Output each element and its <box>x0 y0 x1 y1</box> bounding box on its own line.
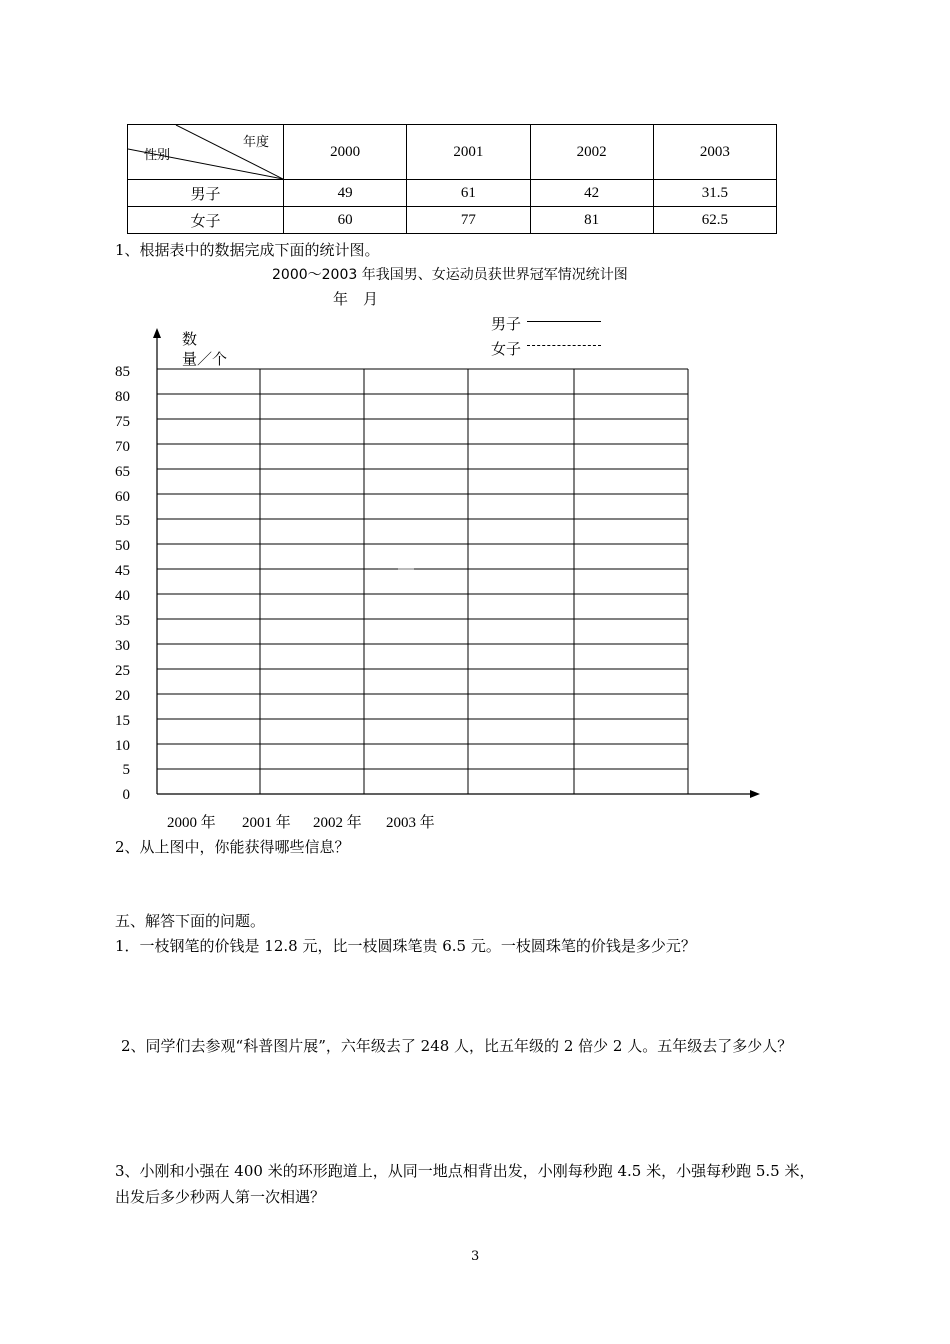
y-tick-label: 70 <box>115 438 130 455</box>
x-tick-label: 2001 年 <box>242 815 291 831</box>
problem-1: 1．一枝钢笔的价钱是 12.8 元，比一枝圆珠笔贵 6.5 元。一枝圆珠笔的价钱是多少元？ <box>115 937 696 955</box>
x-tick-label: 2000 年 <box>167 815 216 831</box>
y-axis-label-line1: 数 <box>182 330 198 348</box>
chart-title: 2000～2003 年我国男、女运动员获世界冠军情况统计图 <box>272 267 628 283</box>
table-cell: 62.5 <box>653 207 776 234</box>
row-label: 女子 <box>128 207 284 234</box>
y-tick-label: 85 <box>115 364 130 380</box>
y-tick-label: 65 <box>115 463 130 480</box>
y-tick-label: 60 <box>115 488 130 505</box>
y-tick-label: 55 <box>115 513 130 530</box>
corner-gender-label: 性别 <box>144 147 171 162</box>
date-line: 年 月 <box>333 290 379 308</box>
page-number: 3 <box>471 1249 480 1264</box>
y-tick-label: 30 <box>115 637 130 654</box>
chart-grid <box>157 369 688 794</box>
y-axis-arrow-icon <box>153 328 161 338</box>
y-tick-label: 80 <box>115 388 130 405</box>
section-5-heading: 五、解答下面的问题。 <box>115 912 266 930</box>
legend-male-label: 男子 <box>491 315 522 333</box>
y-tick-label: 75 <box>115 413 130 430</box>
table-cell: 42 <box>530 180 653 207</box>
y-tick-label: 40 <box>115 588 130 605</box>
table-cell: 49 <box>284 180 407 207</box>
y-tick-label: 5 <box>122 762 130 779</box>
y-tick-label: 20 <box>115 687 130 704</box>
problem-2: 2、同学们去参观“科普图片展”，六年级去了 248 人，比五年级的 2 倍少 2 人。五年级去了多少人？ <box>121 1037 793 1055</box>
x-axis-arrow-icon <box>750 790 760 798</box>
x-tick-label: 2002 年 <box>313 815 362 831</box>
corner-year-label: 年度 <box>242 134 269 149</box>
problem-3-line-2: 出发后多少秒两人第一次相遇？ <box>115 1188 326 1206</box>
y-tick-label: 15 <box>115 712 130 729</box>
y-tick-label: 25 <box>115 662 130 679</box>
question-1: 1、根据表中的数据完成下面的统计图。 <box>115 241 380 259</box>
table-cell: 31.5 <box>653 180 776 207</box>
table-cell: 77 <box>407 207 530 234</box>
year-header: 2003 <box>653 125 776 180</box>
question-2: 2、从上图中，你能获得哪些信息？ <box>115 838 350 856</box>
year-header: 2002 <box>530 125 653 180</box>
legend-female-label: 女子 <box>491 340 522 358</box>
y-tick-label: 35 <box>115 613 130 629</box>
y-tick-label: 50 <box>115 538 130 555</box>
y-tick-label: 0 <box>122 787 130 804</box>
y-axis-label-line2: 量／个 <box>182 350 228 368</box>
y-tick-label: 10 <box>115 737 130 754</box>
table-cell: 61 <box>407 180 530 207</box>
x-tick-label: 2003 年 <box>386 815 435 831</box>
problem-3-line-1: 3、小刚和小强在 400 米的环形跑道上，从同一地点相背出发，小刚每秒跑 4.5 米，小强每秒跑 5.5 米， <box>115 1162 815 1180</box>
y-tick-label: 45 <box>115 563 130 580</box>
year-header: 2000 <box>284 125 407 180</box>
table-cell: 81 <box>530 207 653 234</box>
row-label: 男子 <box>128 180 284 207</box>
year-header: 2001 <box>407 125 530 180</box>
table-cell: 60 <box>284 207 407 234</box>
